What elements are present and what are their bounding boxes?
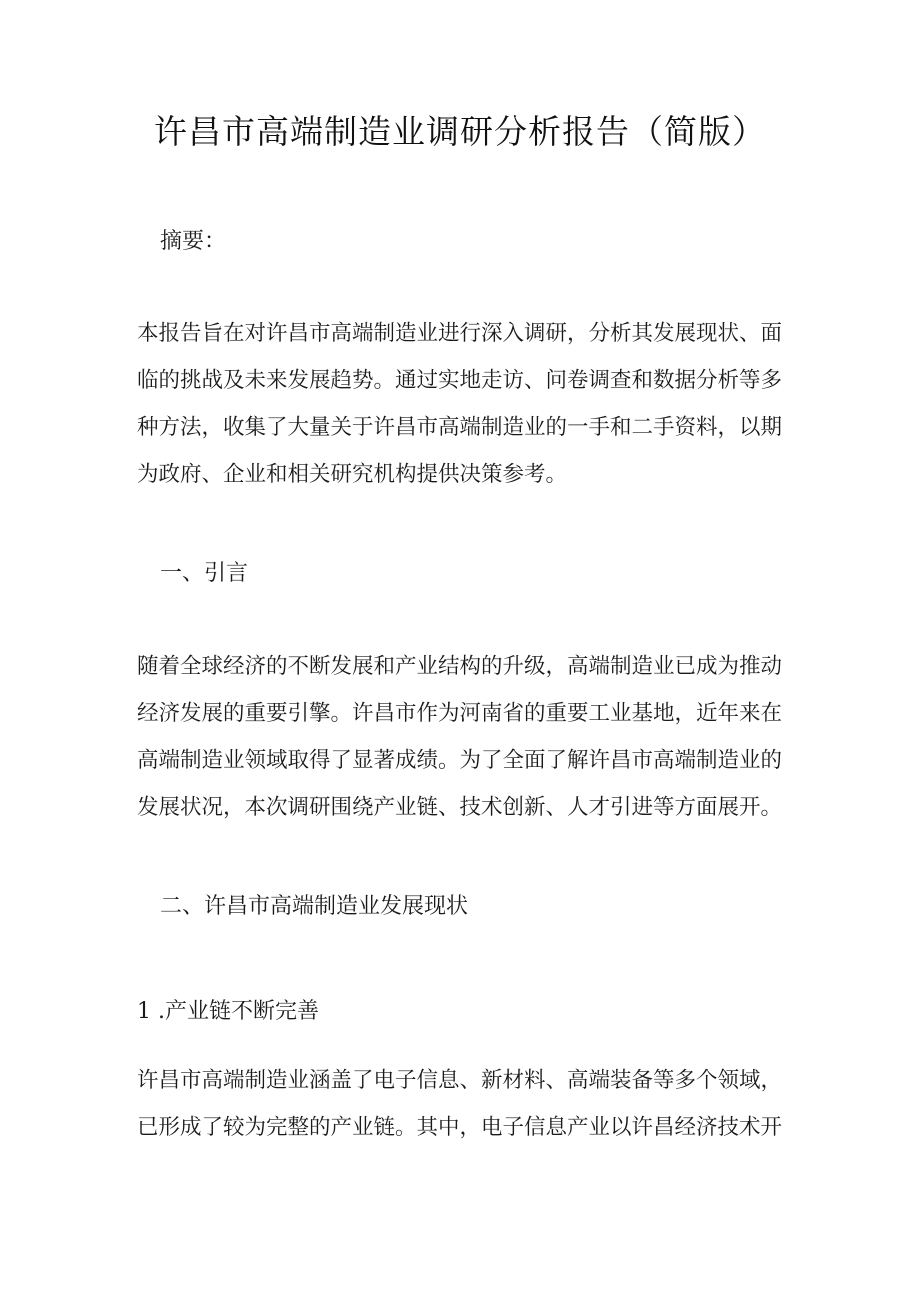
abstract-label: 摘要：: [160, 229, 227, 254]
document-title: 许昌市高端制造业调研分析报告（简版）: [154, 112, 766, 151]
introduction-line: 随着全球经济的不断发展和产业结构的升级，高端制造业已成为推动: [137, 654, 783, 679]
abstract-line: 临的挑战及未来发展趋势。通过实地走访、问卷调查和数据分析等多: [137, 368, 783, 393]
abstract-line: 本报告旨在对许昌市高端制造业进行深入调研，分析其发展现状、面: [137, 321, 783, 346]
section-heading-status: 二、许昌市高端制造业发展现状: [160, 894, 469, 919]
introduction-paragraph: [137, 643, 803, 831]
abstract-paragraph: [137, 310, 803, 498]
industry-chain-line: 许昌市高端制造业涵盖了电子信息、新材料、高端装备等多个领域，: [137, 1068, 783, 1093]
introduction-line: 发展状况，本次调研围绕产业链、技术创新、人才引进等方面展开。: [137, 795, 783, 820]
section-heading-introduction: 一、引言: [160, 561, 249, 586]
abstract-line: 种方法，收集了大量关于许昌市高端制造业的一手和二手资料，以期: [137, 415, 783, 440]
introduction-line: 高端制造业领域取得了显著成绩。为了全面了解许昌市高端制造业的: [137, 748, 783, 773]
industry-chain-paragraph: [137, 1057, 803, 1151]
abstract-line: 为政府、企业和相关研究机构提供决策参考。: [137, 462, 568, 487]
subsection-heading-industry-chain: 1 .产业链不断完善: [137, 999, 319, 1024]
introduction-line: 经济发展的重要引擎。许昌市作为河南省的重要工业基地，近年来在: [137, 701, 783, 726]
industry-chain-line: 已形成了较为完整的产业链。其中，电子信息产业以许昌经济技术开: [137, 1115, 783, 1140]
